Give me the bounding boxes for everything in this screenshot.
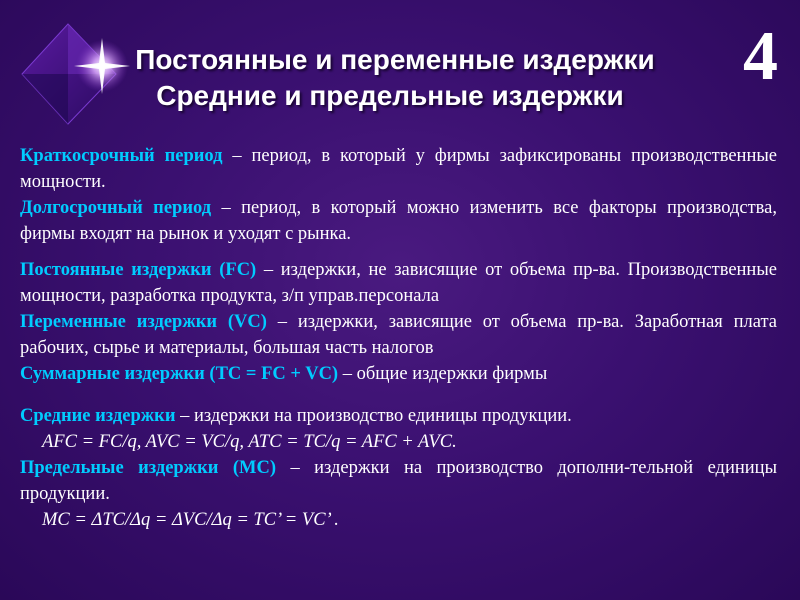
- marginal-costs-formula: MC = ΔTC/Δq = ΔVC/Δq = TC’ = VC’ .: [42, 510, 339, 530]
- short-term-text: – период, в который у фирмы зафиксированы производственные мощности.: [20, 146, 777, 192]
- total-costs-text: – общие издержки фирмы: [338, 364, 548, 384]
- marginal-costs-text: – издержки на производство дополни-тельной единицы продукции.: [20, 458, 777, 504]
- average-costs-text: – издержки на производство единицы продукции.: [175, 406, 572, 426]
- total-costs-definition: [20, 361, 777, 387]
- fixed-costs-text: – издержки, не зависящие от объема пр-ва. Производственные мощности, разработка продукта, з/п управ.персонала: [20, 260, 777, 306]
- short-term-definition: [20, 143, 777, 195]
- marginal-costs-definition: [20, 455, 777, 507]
- fixed-costs-definition: [20, 257, 777, 309]
- total-costs-term: Суммарные издержки (TC = FC + VC): [20, 364, 339, 384]
- slide-number: 4: [743, 18, 778, 95]
- title-line-1: Постоянные и переменные издержки: [135, 44, 655, 75]
- average-costs-definition: [20, 403, 777, 429]
- long-term-definition: [20, 195, 777, 247]
- variable-costs-definition: [20, 309, 777, 361]
- short-term-term: Краткосрочный период: [20, 146, 223, 166]
- variable-costs-term: Переменные издержки (VC): [20, 312, 267, 332]
- slide-title: [0, 42, 800, 114]
- long-term-text: – период, в который можно изменить все факторы производства, фирмы входят на рынок и уходят с рынка.: [20, 198, 777, 244]
- long-term-term: Долгосрочный период: [20, 198, 212, 218]
- variable-costs-text: – издержки, зависящие от объема пр-ва. Заработная плата рабочих, сырье и материалы, большая часть налогов: [20, 312, 778, 358]
- average-costs-term: Средние издержки: [20, 406, 176, 426]
- average-costs-formula: AFC = FC/q, AVC = VC/q, ATC = TC/q = AFC + AVC.: [42, 432, 457, 452]
- slide-content: [20, 143, 777, 533]
- marginal-costs-term: Предельные издержки (MC): [20, 458, 277, 478]
- title-line-2: Средние и предельные издержки: [156, 80, 624, 111]
- fixed-costs-term: Постоянные издержки (FC): [20, 260, 257, 280]
